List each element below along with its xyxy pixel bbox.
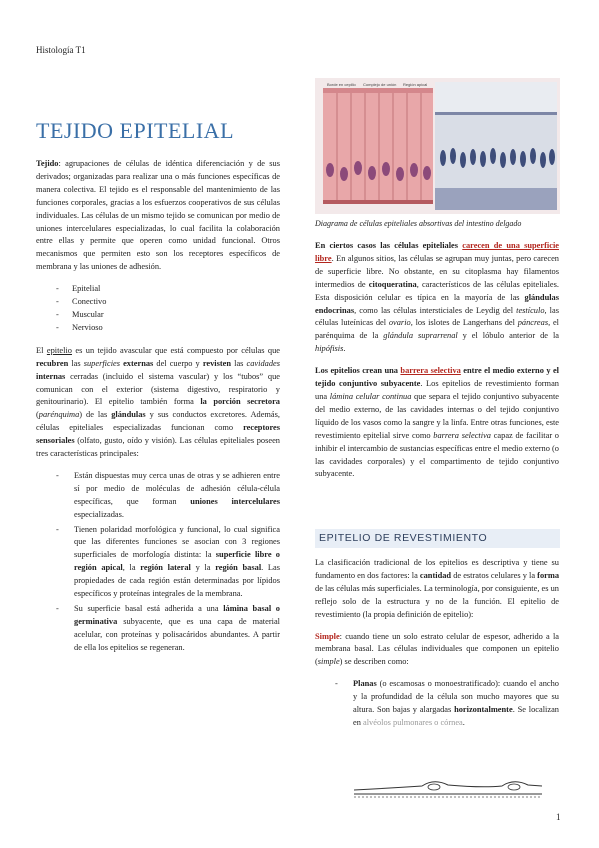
epitelio-link[interactable]: epitelio <box>46 345 72 355</box>
simple-types-list <box>315 678 559 730</box>
classification-paragraph: La clasificación tradicional de los epitelios es descriptiva y tiene su fundamento en dos factores: la cantidad de estratos celulares y la forma de las células más superficiales. La terminología, por consiguiente, es un reflejo solo de la estructura y no de la función. El epitelio de revestimiento (la propia definición de epitelio): <box>315 558 560 619</box>
list-item: - Planas (o escamosas o monoestratificado): cuando el ancho y la profundidad de la célula son mucho mayores que su altura. Son bajas y alargadas horizontalmente. Se localizan en alvéolos pulmonares o córnea. <box>315 678 559 730</box>
characteristics-list <box>36 470 280 655</box>
epithelium-paragraph: El epitelio es un tejido avascular que está compuesto por células que recubren las superficies externas del cuerpo y revisten las cavidades internas cerradas (incluido el sistema vascular) y los “tubos” que comunican con el exterior (sistema digestivo, respiratorio y genitourinario). El epitelio también forma la porción secretora (parénquima) de las glándulas y sus conductos excretores. Además, células epiteliales especializadas funcionan como receptores sensoriales (olfato, gusto, oído y visión). Las células epiteliales poseen tres características principales: <box>36 345 280 459</box>
list-item: - Tienen polaridad morfológica y funcional, lo cual significa que las diferentes funciones se asocian con 3 regiones superficiales de morfología distinta: la superficie libre o región apical, la región lateral y la región basal. Las propiedades de cada región están determinadas por lípidos específicos y proteínas integrales de la membrana. <box>36 524 280 601</box>
columnar-cells-illustration <box>323 88 433 204</box>
list-item: - Epitelial <box>36 283 280 296</box>
list-item: - Conectivo <box>36 296 280 309</box>
page-title: TEJIDO EPITELIAL <box>36 118 235 143</box>
page-number: 1 <box>556 812 561 822</box>
list-item: - Muscular <box>36 309 280 322</box>
epithelial-cells-diagram <box>315 78 560 214</box>
tissue-types-list <box>36 283 280 335</box>
svg-text:Región apical: Región apical <box>403 82 428 87</box>
section-heading: EPITELIO DE REVESTIMIENTO <box>315 529 560 548</box>
running-header: Histología T1 <box>36 45 86 55</box>
right-column <box>315 240 559 490</box>
intro-paragraph: Tejido: agrupaciones de células de idéntica diferenciación y de sus derivados; organizadas para realizar una o más funciones específicas de manera colectiva. El tejido es el responsable del mantenimiento de las funciones corporales, gracias a los esfuerzos cooperativos de sus células individuales. Las células de un mismo tejido se comunican por medio de uniones intercelulares especializadas, lo cual facilita la colaboración entre ellas y permite que operen como unidad funcional. Otros mecanismos que permiten esto son los receptores específicos de membrana y las uniones de adhesión. <box>36 159 280 272</box>
micrograph-illustration <box>435 82 557 210</box>
no-free-surface-paragraph: En ciertos casos las células epiteliales carecen de una superficie libre. En algunos sitios, las células se agrupan muy juntas, pero carecen de superficie libre. No obstante, en su citoplasma hay filamentos intermedios de citoqueratina, característicos de las células epiteliales. Esta disposición celular es típica en la mayoría de las glándulas endocrinas, como las células intersticiales de Leydig del testículo, las células luteínicas del ovario, los islotes de Langerhans del páncreas, el parénquima de la glándula suprarrenal y el lóbulo anterior de la hipófisis. <box>315 241 559 354</box>
svg-text:Complejo de unión: Complejo de unión <box>363 82 397 87</box>
simple-paragraph: Simple: cuando tiene un solo estrato celular de espesor, adherido a la membrana basal. Las células individuales que componen un epitelio (simple) se describen como: <box>315 631 559 667</box>
svg-text:Borde en cepillo: Borde en cepillo <box>327 82 356 87</box>
squamous-cells-sketch <box>352 772 544 802</box>
figure-caption: Diagrama de células epiteliales absortivas del intestino delgado <box>315 219 522 228</box>
list-item: - Están dispuestas muy cerca unas de otras y se adhieren entre sí por medio de moléculas de adhesión célula-célula específicas, que forman uniones intercelulares especializadas. <box>36 470 280 522</box>
left-column <box>36 158 280 657</box>
list-item: - Su superficie basal está adherida a una lámina basal o germinativa subyacente, que es una capa de material acelular, con proteínas y polisacáridos abundantes. A partir de ella los epitelios se regeneran. <box>36 603 280 655</box>
right-column-lower <box>315 557 559 732</box>
barrier-paragraph: Los epitelios crean una barrera selectiva entre el medio externo y el tejido conjuntivo subyacente. Los epitelios de revestimiento forman una lámina celular continua que separa el tejido conjuntivo subyacente del medio externo, de las cavidades internas o del tejido conjuntivo líquido de los vasos como la sangre y la linfa. Entre otras funciones, este revestimiento epitelial sirve como barrera selectiva capaz de facilitar o inhibir el intercambio de sustancias específicas entre el medio externo (o las cavidades corporales) y el compartimento de tejido conjuntivo subyacente. <box>315 366 560 479</box>
list-item: - Nervioso <box>36 322 280 335</box>
